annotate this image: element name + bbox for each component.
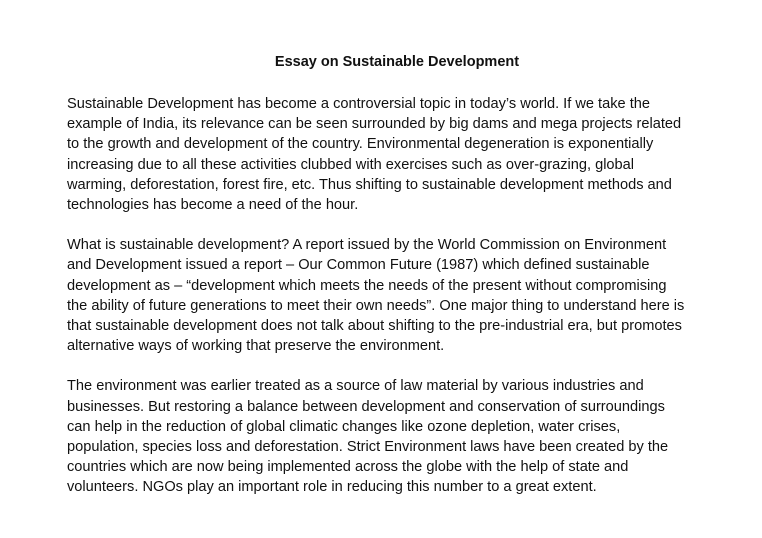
paragraph-line: The environment was earlier treated as a source of law material by various industries and bbox=[67, 378, 644, 395]
paragraph-line: development as – “development which meets the needs of the present without compromising bbox=[67, 277, 667, 294]
paragraph-line: example of India, its relevance can be seen surrounded by big dams and mega projects related bbox=[67, 116, 682, 133]
paragraph-environment bbox=[67, 376, 707, 497]
paragraph-introduction bbox=[67, 94, 707, 215]
paragraph-line: and Development issued a report – Our Common Future (1987) which defined sustainable bbox=[67, 257, 650, 274]
paragraph-line: increasing due to all these activities clubbed with exercises such as over-grazing, global bbox=[67, 156, 635, 173]
paragraph-line: to the growth and development of the country. Environmental degeneration is exponentially bbox=[67, 136, 654, 153]
paragraph-line: What is sustainable development? A report issued by the World Commission on Environment bbox=[67, 237, 667, 254]
paragraph-line: warming, deforestation, forest fire, etc. Thus shifting to sustainable development methods and bbox=[67, 176, 672, 193]
paragraph-line: Sustainable Development has become a controversial topic in today’s world. If we take the bbox=[67, 96, 650, 112]
paragraph-line: the ability of future generations to meet their own needs”. One major thing to understand here is bbox=[67, 297, 685, 314]
essay-title: Essay on Sustainable Development bbox=[274, 54, 520, 70]
paragraph-line: businesses. But restoring a balance between development and conservation of surroundings bbox=[67, 398, 665, 415]
paragraph-line: countries which are now being implemented across the globe with the help of state and bbox=[67, 459, 629, 476]
essay-document bbox=[67, 52, 707, 518]
paragraph-line: that sustainable development does not talk about shifting to the pre-industrial era, but promotes bbox=[67, 318, 682, 335]
paragraph-line: can help in the reduction of global climatic changes like ozone depletion, water crises, bbox=[67, 418, 621, 435]
paragraph-line: population, species loss and deforestation. Strict Environment laws have been created by the bbox=[67, 439, 669, 456]
paragraph-definition bbox=[67, 235, 707, 356]
paragraph-line: volunteers. NGOs play an important role in reducing this number to a great extent. bbox=[67, 479, 597, 496]
paragraph-line: alternative ways of working that preserve the environment. bbox=[67, 338, 445, 355]
paragraph-line: technologies has become a need of the hour. bbox=[67, 197, 359, 214]
